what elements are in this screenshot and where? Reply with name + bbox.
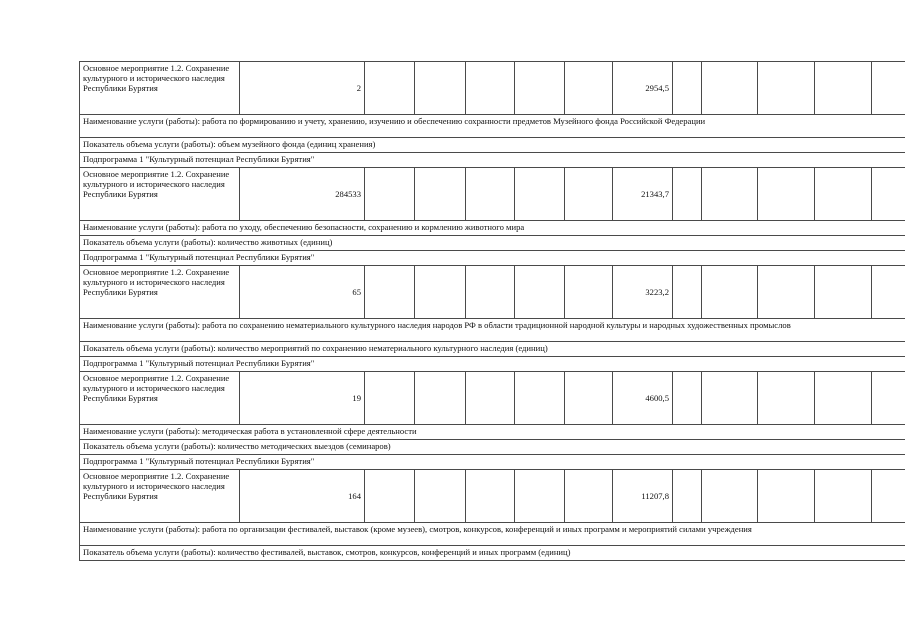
measure-name-cell: Основное мероприятие 1.2. Сохранение культурного и исторического наследия Республики Бурятия — [80, 168, 240, 221]
empty-cell — [365, 266, 415, 319]
amount-cell: 2954,5 — [613, 62, 673, 115]
info-row — [80, 546, 905, 561]
measure-name-cell: Основное мероприятие 1.2. Сохранение культурного и исторического наследия Республики Бурятия — [80, 372, 240, 425]
empty-cell — [815, 266, 872, 319]
empty-cell — [673, 266, 702, 319]
empty-cell — [872, 168, 905, 221]
service-name-cell: Наименование услуги (работы): работа по формированию и учету, хранению, изучению и обеспечению сохранности предметов Музейного фонда Российской Федерации — [80, 115, 905, 138]
info-cell: Показатель объема услуги (работы): количество мероприятий по сохранению нематериального культурного наследия (единиц) — [80, 342, 905, 357]
service-name-cell: Наименование услуги (работы): работа по организации фестивалей, выставок (кроме музеев), смотров, конкурсов, конференций и иных программ и мероприятий силами учреждения — [80, 523, 905, 546]
empty-cell — [702, 470, 758, 523]
empty-cell — [365, 470, 415, 523]
amount-cell: 3223,2 — [613, 266, 673, 319]
empty-cell — [415, 168, 466, 221]
info-cell: Наименование услуги (работы): работа по уходу, обеспечению безопасности, сохранению и кормлению животного мира — [80, 221, 905, 236]
service-name-row — [80, 319, 905, 342]
service-name-row — [80, 523, 905, 546]
info-row — [80, 357, 905, 372]
quantity-cell: 2 — [240, 62, 365, 115]
empty-cell — [872, 62, 905, 115]
empty-cell — [515, 168, 565, 221]
empty-cell — [415, 266, 466, 319]
empty-cell — [565, 266, 613, 319]
empty-cell — [815, 470, 872, 523]
empty-cell — [702, 266, 758, 319]
empty-cell — [872, 372, 905, 425]
empty-cell — [515, 266, 565, 319]
empty-cell — [466, 266, 515, 319]
amount-cell: 4600,5 — [613, 372, 673, 425]
empty-cell — [673, 372, 702, 425]
table-row — [80, 62, 905, 115]
info-cell: Показатель объема услуги (работы): количество животных (единиц) — [80, 236, 905, 251]
empty-cell — [673, 62, 702, 115]
empty-cell — [365, 62, 415, 115]
quantity-cell: 164 — [240, 470, 365, 523]
empty-cell — [673, 168, 702, 221]
empty-cell — [466, 62, 515, 115]
info-cell: Наименование услуги (работы): методическая работа в установленной сфере деятельности — [80, 425, 905, 440]
table-row — [80, 168, 905, 221]
empty-cell — [815, 168, 872, 221]
info-row — [80, 342, 905, 357]
empty-cell — [466, 372, 515, 425]
empty-cell — [872, 266, 905, 319]
info-cell: Показатель объема услуги (работы): количество методических выездов (семинаров) — [80, 440, 905, 455]
empty-cell — [815, 62, 872, 115]
empty-cell — [365, 168, 415, 221]
measure-name-cell: Основное мероприятие 1.2. Сохранение культурного и исторического наследия Республики Бурятия — [80, 470, 240, 523]
empty-cell — [702, 168, 758, 221]
info-row — [80, 221, 905, 236]
empty-cell — [758, 266, 815, 319]
info-row — [80, 251, 905, 266]
empty-cell — [415, 372, 466, 425]
info-cell: Подпрограмма 1 "Культурный потенциал Республики Бурятия" — [80, 455, 905, 470]
amount-cell: 21343,7 — [613, 168, 673, 221]
info-cell: Подпрограмма 1 "Культурный потенциал Республики Бурятия" — [80, 357, 905, 372]
empty-cell — [415, 62, 466, 115]
info-row — [80, 440, 905, 455]
info-row — [80, 455, 905, 470]
budget-table — [79, 61, 905, 561]
service-name-cell: Наименование услуги (работы): работа по сохранению нематериального культурного наследия народов РФ в области традиционной народной культуры и народных художественных промыслов — [80, 319, 905, 342]
empty-cell — [466, 168, 515, 221]
info-cell: Подпрограмма 1 "Культурный потенциал Республики Бурятия" — [80, 153, 905, 168]
table-row — [80, 372, 905, 425]
measure-name-cell: Основное мероприятие 1.2. Сохранение культурного и исторического наследия Республики Бурятия — [80, 266, 240, 319]
empty-cell — [758, 470, 815, 523]
empty-cell — [673, 470, 702, 523]
quantity-cell: 19 — [240, 372, 365, 425]
table-row — [80, 266, 905, 319]
empty-cell — [815, 372, 872, 425]
empty-cell — [565, 372, 613, 425]
empty-cell — [365, 372, 415, 425]
quantity-cell: 284533 — [240, 168, 365, 221]
info-cell: Показатель объема услуги (работы): объем музейного фонда (единиц хранения) — [80, 138, 905, 153]
service-name-row — [80, 115, 905, 138]
measure-name-cell: Основное мероприятие 1.2. Сохранение культурного и исторического наследия Республики Бурятия — [80, 62, 240, 115]
empty-cell — [515, 372, 565, 425]
empty-cell — [515, 470, 565, 523]
empty-cell — [466, 470, 515, 523]
empty-cell — [415, 470, 466, 523]
empty-cell — [565, 62, 613, 115]
info-cell: Показатель объема услуги (работы): количество фестивалей, выставок, смотров, конкурсов, конференций и иных программ (единиц) — [80, 546, 905, 561]
amount-cell: 11207,8 — [613, 470, 673, 523]
info-cell: Подпрограмма 1 "Культурный потенциал Республики Бурятия" — [80, 251, 905, 266]
empty-cell — [758, 62, 815, 115]
empty-cell — [758, 168, 815, 221]
info-row — [80, 138, 905, 153]
empty-cell — [702, 62, 758, 115]
info-row — [80, 236, 905, 251]
info-row — [80, 153, 905, 168]
info-row — [80, 425, 905, 440]
table-body — [80, 62, 905, 561]
empty-cell — [565, 470, 613, 523]
empty-cell — [758, 372, 815, 425]
quantity-cell: 65 — [240, 266, 365, 319]
empty-cell — [565, 168, 613, 221]
empty-cell — [515, 62, 565, 115]
empty-cell — [872, 470, 905, 523]
table-row — [80, 470, 905, 523]
empty-cell — [702, 372, 758, 425]
